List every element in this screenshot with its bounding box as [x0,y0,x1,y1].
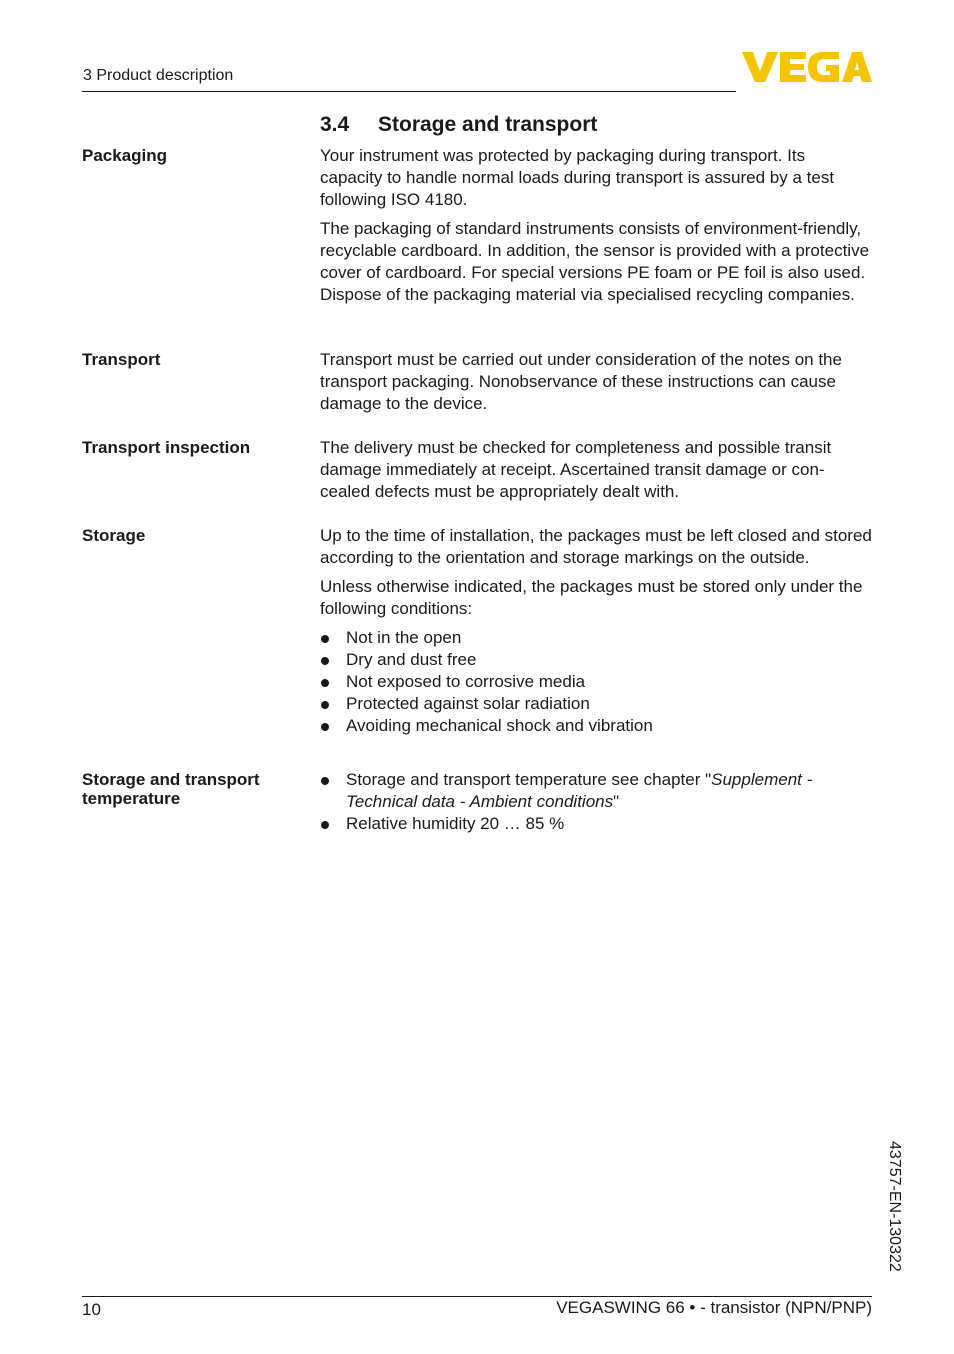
storage-label: Storage [82,526,146,545]
packaging-paragraph-2: The packaging of standard instruments consists of environment-friendly, recyclable cardboard. In addition, the sensor is provided with a protective cover of cardboard. For special versions PE foam or PE foil is also used. Dispose of the packaging material via specialised recycling companies. [320,219,870,304]
list-item: Storage and transport temperature see chapter "Supplement - Technical data - Ambient conditions" [320,769,872,813]
packaging-label: Packaging [82,146,168,165]
bullet-icon [321,701,329,709]
footer-divider [82,1296,872,1297]
transport-inspection-paragraph: The delivery must be checked for completeness and possible transit damage immediately at receipt. Ascertained transit damage or con-cealed defects must be appropriately dealt with. [320,438,832,501]
list-item: Not exposed to corrosive media [320,671,872,693]
section-number: 3.4 [320,113,350,136]
section-title: Storage and transport [378,113,598,136]
vega-logo [742,50,872,84]
transport-label: Transport [82,350,161,369]
footer-document-title: VEGASWING 66 • - transistor (NPN/PNP) [556,1298,872,1317]
storage-paragraph-1: Up to the time of installation, the packages must be left closed and stored according to the orientation and storage markings on the outside. [320,526,872,567]
transport-inspection-text [320,437,872,510]
packaging-text [320,145,872,313]
storage-text [320,525,872,737]
bullet-icon [321,657,329,665]
chapter-header: 3 Product description [83,67,234,84]
chapter-reference: Supplement - Technical data - Ambient conditions [346,770,813,811]
bullet-icon [321,635,329,643]
temperature-list [320,769,872,835]
list-item: Not in the open [320,627,872,649]
transport-text [320,349,872,422]
list-item: Avoiding mechanical shock and vibration [320,715,872,737]
bullet-icon [321,679,329,687]
bullet-icon [321,821,329,829]
transport-paragraph: Transport must be carried out under consideration of the notes on the transport packaging. Nonobservance of these instructions can cause damage to the device. [320,350,842,413]
list-item: Dry and dust free [320,649,872,671]
list-item: Relative humidity 20 … 85 % [320,813,872,835]
bullet-icon [321,723,329,731]
header-divider [82,91,736,92]
storage-conditions-list [320,627,872,737]
section-heading [320,113,597,137]
storage-temperature-text [320,769,872,835]
document-code: 43757-EN-130322 [886,1141,903,1272]
storage-paragraph-2: Unless otherwise indicated, the packages must be stored only under the following conditions: [320,577,863,618]
list-item: Protected against solar radiation [320,693,872,715]
bullet-icon [321,777,329,785]
storage-temperature-label: Storage and transport temperature [82,770,260,808]
page-number: 10 [82,1300,101,1319]
packaging-paragraph-1: Your instrument was protected by packaging during transport. Its capacity to handle normal loads during transport is assured by a test following ISO 4180. [320,146,835,209]
transport-inspection-label: Transport inspection [82,438,251,457]
